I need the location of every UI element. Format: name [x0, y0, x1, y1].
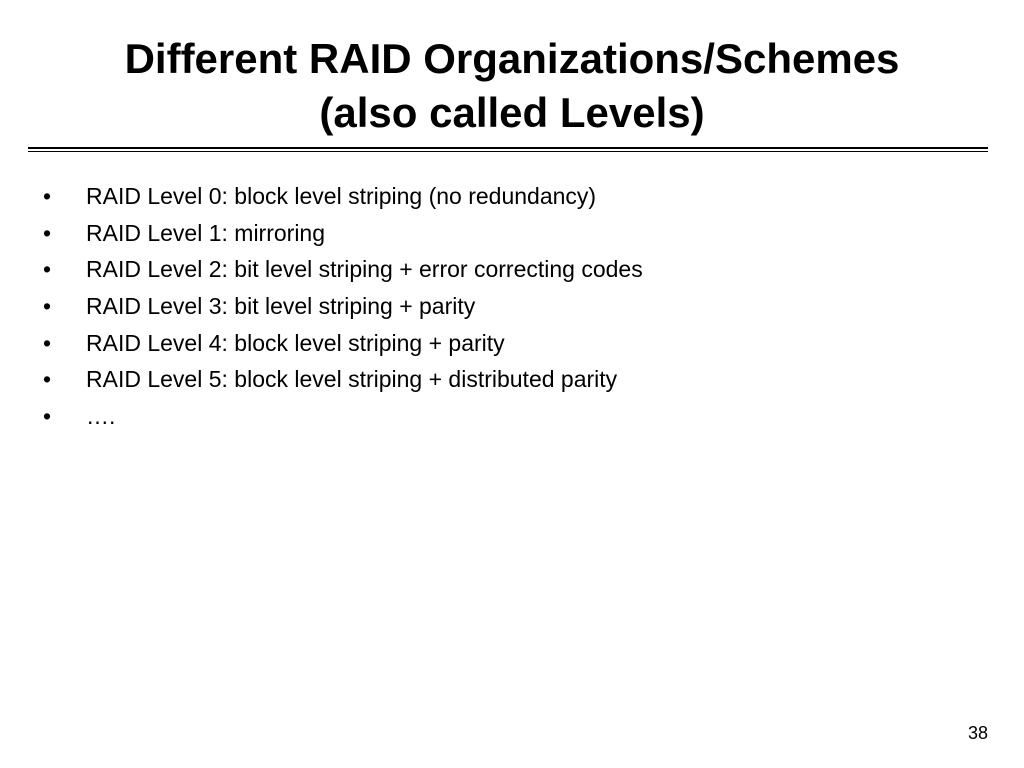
bullet-text: RAID Level 5: block level striping + distributed parity [86, 366, 618, 393]
bullet-list [0, 179, 1024, 436]
title-line: Different RAID Organizations/Schemes [124, 35, 900, 82]
title-divider-top [28, 147, 988, 149]
page-number: 38 [967, 723, 988, 743]
bullet-icon: • [43, 219, 52, 246]
bullet-icon: • [43, 256, 52, 283]
list-item [0, 289, 1024, 326]
list-item [0, 216, 1024, 253]
title-line: (also called Levels) [319, 89, 705, 136]
bullet-text: RAID Level 1: mirroring [86, 219, 326, 246]
list-item [0, 326, 1024, 363]
bullet-text: RAID Level 4: block level striping + parity [86, 329, 505, 356]
list-item [0, 179, 1024, 216]
slide-title [0, 32, 1024, 140]
list-item [0, 399, 1024, 436]
list-item [0, 252, 1024, 289]
bullet-text: RAID Level 0: block level striping (no redundancy) [86, 183, 597, 209]
bullet-icon: • [43, 329, 52, 356]
bullet-icon: • [43, 293, 52, 320]
bullet-text: RAID Level 3: bit level striping + parity [86, 293, 476, 320]
bullet-icon: • [43, 366, 52, 393]
list-item [0, 362, 1024, 399]
bullet-text: …. [86, 403, 116, 430]
bullet-icon: • [43, 183, 52, 209]
bullet-text: RAID Level 2: bit level striping + error correcting codes [86, 256, 643, 283]
bullet-icon: • [43, 403, 52, 430]
title-divider-bottom [28, 151, 988, 152]
